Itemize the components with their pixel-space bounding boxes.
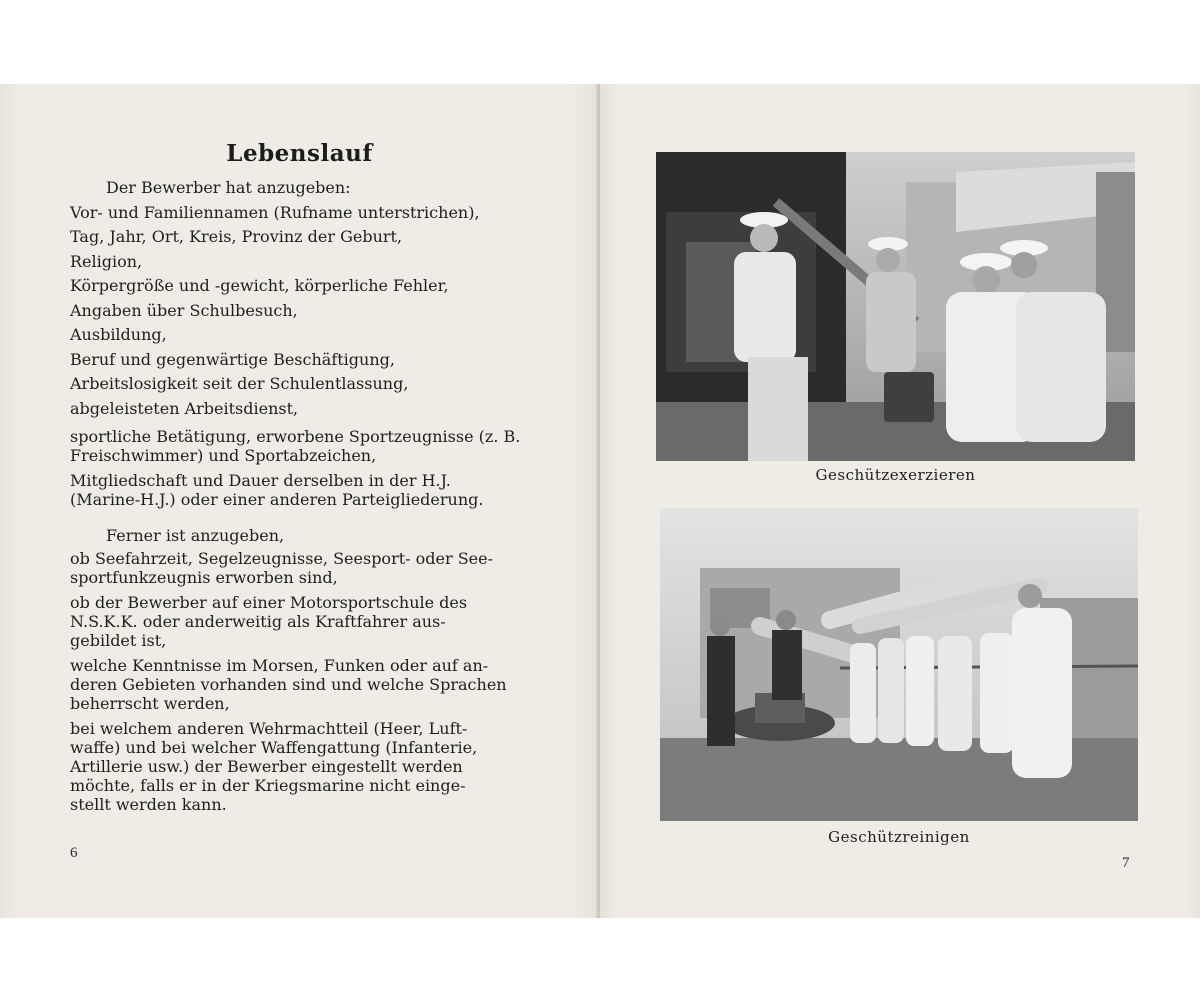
gun-cleaning-image [660,508,1138,821]
list-item-further [70,656,532,713]
left-page [0,84,600,918]
text-line: stellt werden kann. [70,794,227,814]
list-item-further [70,549,532,587]
photo-gun-drill [656,152,1135,461]
photo-caption: Geschützreinigen [828,828,970,846]
text-line: ob Seefahrzeit, Segelzeugnisse, Seesport- oder See- [70,548,494,568]
text-line: (Marine-H.J.) oder einer anderen Parteigliederung. [70,490,484,509]
list-item-membership [70,471,532,509]
list-item-sport [70,427,532,465]
right-page [600,84,1200,918]
list-item: abgeleisteten Arbeitsdienst, [70,398,299,418]
cv-requirements-text [70,176,532,814]
list-item: Körpergröße und -gewicht, körperliche Fehler, [70,276,449,295]
text-line: welche Kenntnisse im Morsen, Funken oder auf an- [70,655,489,675]
text-line: möchte, falls er in der Kriegsmarine nicht einge- [70,775,466,795]
list-item: Angaben über Schulbesuch, [70,300,298,320]
page-number-left: 6 [70,845,78,861]
further-intro-line: Ferner ist anzugeben, [106,526,285,545]
photo-gun-cleaning [660,508,1138,821]
text-line: deren Gebieten vorhanden sind und welche Sprachen [70,674,507,694]
page-number-right: 7 [1122,855,1130,871]
list-item: Vor- und Familiennamen (Rufname unterstrichen), [70,202,480,222]
list-item: Beruf und gegenwärtige Beschäftigung, [70,349,395,369]
text-line: waffe) und bei welcher Waffengattung (Infanterie, [70,737,478,757]
text-line: bei welchem anderen Wehrmachtteil (Heer, Luft- [70,718,468,738]
page-heading: Lebenslauf [226,140,373,167]
text-line: ob der Bewerber auf einer Motorsportschule des [70,592,468,612]
text-line: sportfunkzeugnis erworben sind, [70,567,338,587]
book-spread [0,84,1200,918]
text-line: beherrscht werden, [70,693,230,713]
intro-line: Der Bewerber hat anzugeben: [106,178,351,197]
gun-drill-image [656,152,1135,461]
photo-caption: Geschützexerzieren [815,466,976,484]
text-line: Mitgliedschaft und Dauer derselben in der H.J. [70,471,451,490]
list-item-further [70,719,532,814]
text-line: N.S.K.K. oder anderweitig als Kraftfahrer aus- [70,611,446,631]
list-item: Arbeitslosigkeit seit der Schulentlassung, [70,374,409,393]
text-line: sportliche Betätigung, erworbene Sportzeugnisse (z. B. [70,427,521,446]
list-item-further [70,593,532,650]
list-item: Religion, [70,251,143,271]
text-line: Artillerie usw.) der Bewerber eingestellt werden [70,756,463,776]
text-line: Freischwimmer) und Sportabzeichen, [70,446,377,465]
text-line: gebildet ist, [70,630,167,650]
list-item: Ausbildung, [70,325,167,344]
list-item: Tag, Jahr, Ort, Kreis, Provinz der Geburt, [70,227,403,246]
